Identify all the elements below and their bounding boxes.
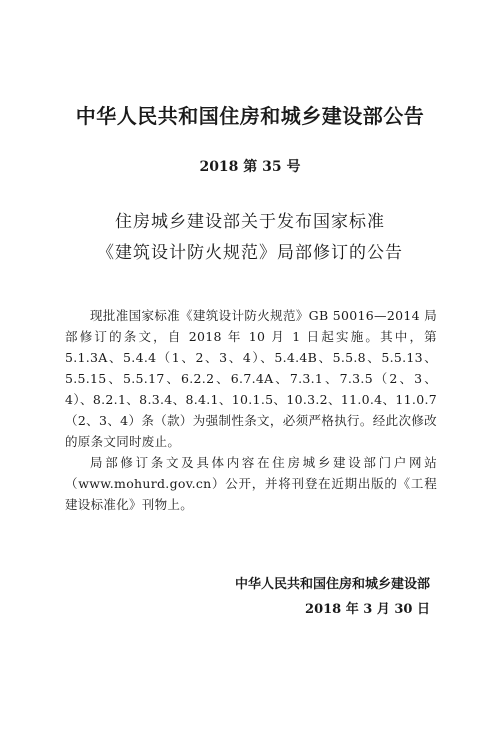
subtitle-line-1: 住房城乡建设部关于发布国家标准: [115, 212, 385, 232]
announcement-body: [65, 305, 437, 515]
body-paragraph-2: 局部修订条文及具体内容在住房城乡建设部门户网站（www.mohurd.gov.cn）公开，并将刊登在近期出版的《工程建设标准化》刊物上。: [65, 455, 437, 512]
signature-date: 2018 年 3 月 30 日: [305, 602, 430, 617]
announcement-title: 中华人民共和国住房和城乡建设部公告: [75, 104, 425, 128]
signature-organization: 中华人民共和国住房和城乡建设部: [234, 577, 430, 592]
subtitle-line-2: 《建筑设计防火规范》局部修订的公告: [97, 243, 403, 263]
announcement-number: 2018 第 35 号: [199, 159, 301, 175]
body-paragraph-1: 现批准国家标准《建筑设计防火规范》GB 50016—2014 局部修订的条文，自 2018 年 10 月 1 日起实施。其中，第 5.1.3A、5.4.4（1、2、3、4）、5.4.4B、5.5.8、5.5.13、5.5.15、5.5.17、6.2.2、6.7.4A、7.3.1、7.3.5（2、3、4）、8.2.1、8.3.4、8.4.1、10.1.5、10.3.2、11.0.4、11.0.7（2、3、4）条（款）为强制性条文，必须严格执行。经此次修改的原条文同时废止。: [65, 308, 437, 449]
